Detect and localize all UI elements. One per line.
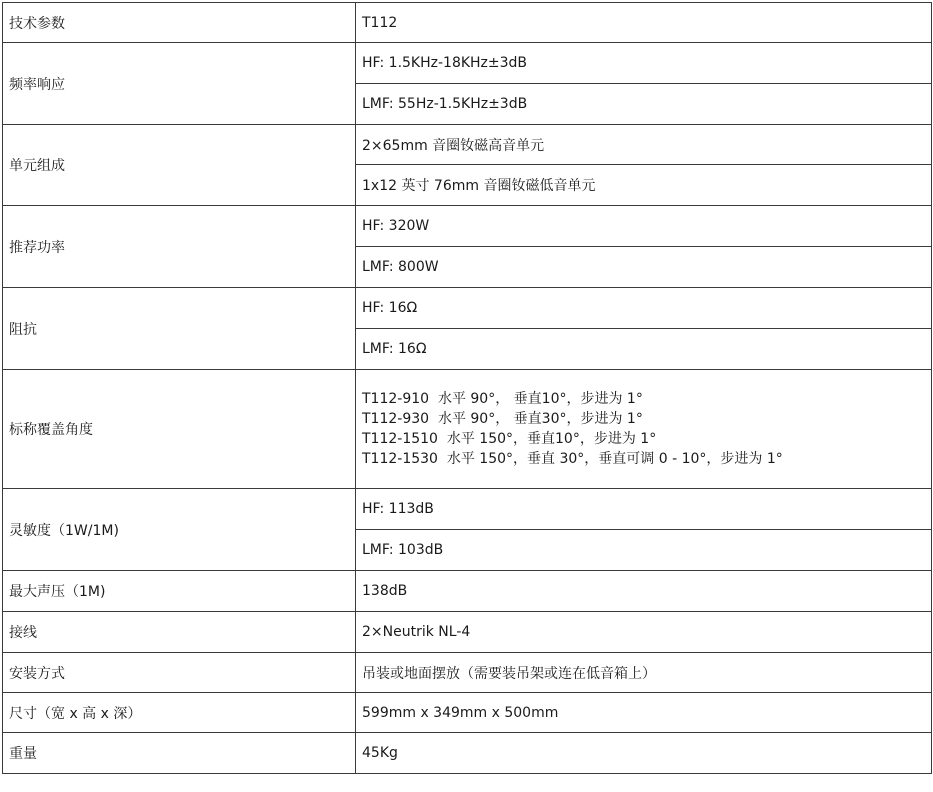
coverage-line: T112-1510 水平 150°，垂直10°，步进为 1° [362,431,657,447]
row-value-mounting: 吊装或地面摆放（需要装吊架或连在低音箱上） [356,653,932,693]
row-value-coverage-angles [356,370,932,489]
coverage-line: T112-1530 水平 150°，垂直 30°，垂直可调 0 - 10°，步进为 1° [362,451,783,467]
spec-table [2,2,932,774]
row-label-impedance: 阻抗 [3,288,356,370]
row-label-weight: 重量 [3,733,356,774]
row-value-hf-frequency: HF: 1.5KHz-18KHz±3dB [356,43,932,84]
row-value-dimensions: 599mm x 349mm x 500mm [356,693,932,733]
table-row [3,489,932,530]
table-row [3,693,932,733]
row-label-max-spl: 最大声压（1M) [3,571,356,612]
table-row [3,125,932,165]
row-label-model: 技术参数 [3,3,356,43]
table-row [3,612,932,653]
table-row [3,206,932,247]
row-value-lmf-sensitivity: LMF: 103dB [356,530,932,571]
table-row [3,43,932,84]
coverage-line: T112-930 水平 90°， 垂直30°，步进为 1° [362,411,643,427]
row-label-driver-units: 单元组成 [3,125,356,206]
row-label-dimensions: 尺寸（宽 x 高 x 深） [3,693,356,733]
row-label-coverage-angle: 标称覆盖角度 [3,370,356,489]
row-label-sensitivity: 灵敏度（1W/1M) [3,489,356,571]
row-value-weight: 45Kg [356,733,932,774]
table-row [3,370,932,489]
coverage-line: T112-910 水平 90°， 垂直10°，步进为 1° [362,391,643,407]
row-value-connectors: 2×Neutrik NL-4 [356,612,932,653]
row-label-connectors: 接线 [3,612,356,653]
row-value-lf-driver: 1x12 英寸 76mm 音圈钕磁低音单元 [356,165,932,206]
row-value-lmf-frequency: LMF: 55Hz-1.5KHz±3dB [356,84,932,125]
row-value-max-spl: 138dB [356,571,932,612]
table-row [3,571,932,612]
row-value-lmf-impedance: LMF: 16Ω [356,329,932,370]
row-value-hf-impedance: HF: 16Ω [356,288,932,329]
row-value-hf-sensitivity: HF: 113dB [356,489,932,530]
row-value-hf-power: HF: 320W [356,206,932,247]
table-row [3,733,932,774]
table-row [3,288,932,329]
row-label-recommended-power: 推荐功率 [3,206,356,288]
table-row [3,653,932,693]
row-label-mounting: 安装方式 [3,653,356,693]
row-value-lmf-power: LMF: 800W [356,247,932,288]
row-value-hf-driver: 2×65mm 音圈钕磁高音单元 [356,125,932,165]
row-value-model: T112 [356,3,932,43]
row-label-frequency-response: 频率响应 [3,43,356,125]
table-row [3,3,932,43]
